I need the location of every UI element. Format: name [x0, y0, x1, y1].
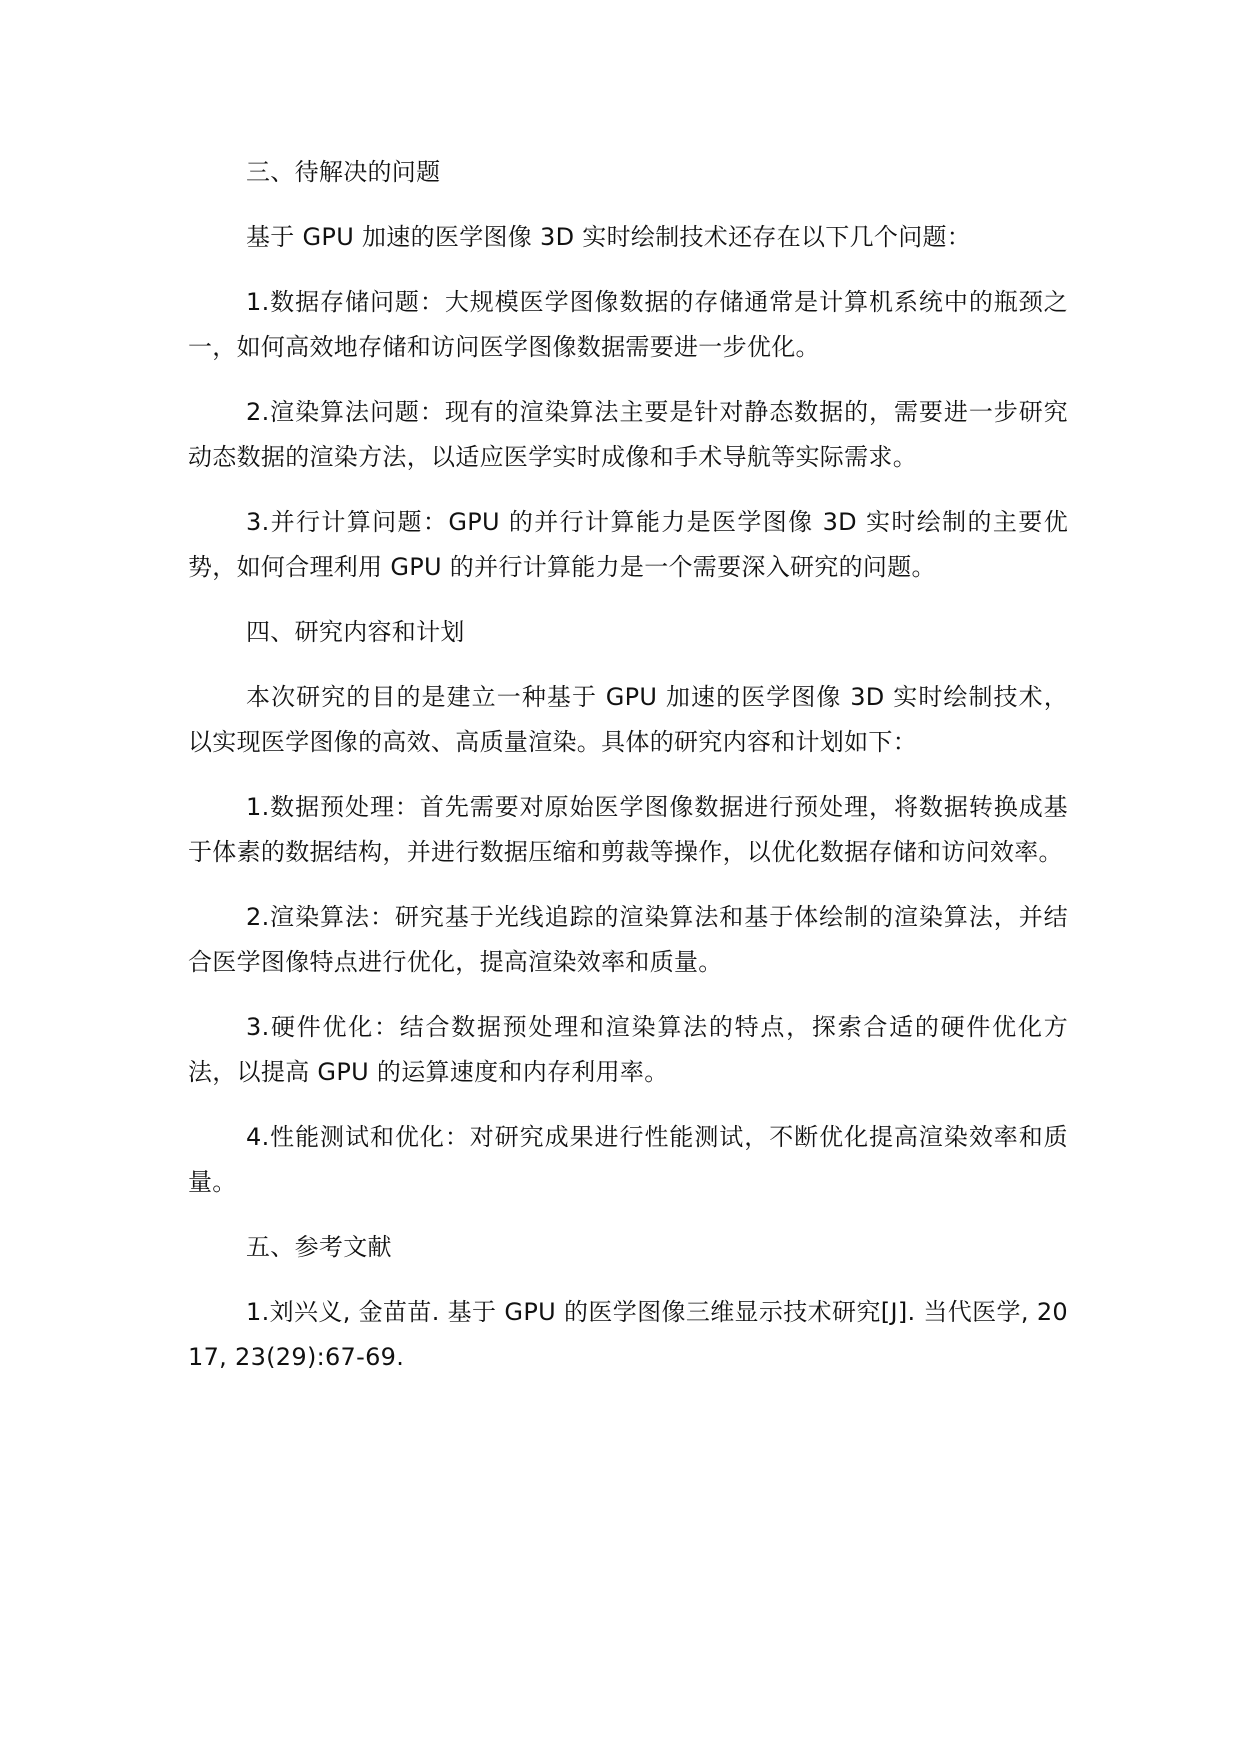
section-heading-references: 五、参考文献	[246, 1233, 392, 1261]
problems-intro-paragraph: 基于 GPU 加速的医学图像 3D 实时绘制技术还存在以下几个问题：	[246, 223, 972, 251]
plan-item-preprocessing: 1.数据预处理：首先需要对原始医学图像数据进行预处理，将数据转换成基于体素的数据结构，并进行数据压缩和剪裁等操作，以优化数据存储和访问效率。	[188, 793, 1068, 866]
document-body	[188, 150, 1068, 1400]
reference-item: 1.刘兴义, 金苗苗. 基于 GPU 的医学图像三维显示技术研究[J]. 当代医学, 2017, 23(29):67-69.	[188, 1298, 1068, 1371]
problem-item-parallel: 3.并行计算问题：GPU 的并行计算能力是医学图像 3D 实时绘制的主要优势，如何合理利用 GPU 的并行计算能力是一个需要深入研究的问题。	[188, 508, 1068, 581]
plan-item-rendering: 2.渲染算法：研究基于光线追踪的渲染算法和基于体绘制的渲染算法，并结合医学图像特点进行优化，提高渲染效率和质量。	[188, 903, 1068, 976]
section-heading-problems: 三、待解决的问题	[246, 158, 441, 186]
plan-item-testing: 4.性能测试和优化：对研究成果进行性能测试，不断优化提高渲染效率和质量。	[188, 1123, 1068, 1196]
problem-item-storage: 1.数据存储问题：大规模医学图像数据的存储通常是计算机系统中的瓶颈之一，如何高效地存储和访问医学图像数据需要进一步优化。	[188, 288, 1068, 361]
problem-item-rendering: 2.渲染算法问题：现有的渲染算法主要是针对静态数据的，需要进一步研究动态数据的渲染方法，以适应医学实时成像和手术导航等实际需求。	[188, 398, 1068, 471]
plan-item-hardware: 3.硬件优化：结合数据预处理和渲染算法的特点，探索合适的硬件优化方法，以提高 GPU 的运算速度和内存利用率。	[188, 1013, 1068, 1086]
section-heading-plan: 四、研究内容和计划	[246, 618, 465, 646]
plan-intro-paragraph: 本次研究的目的是建立一种基于 GPU 加速的医学图像 3D 实时绘制技术，以实现医学图像的高效、高质量渲染。具体的研究内容和计划如下：	[188, 683, 1068, 756]
